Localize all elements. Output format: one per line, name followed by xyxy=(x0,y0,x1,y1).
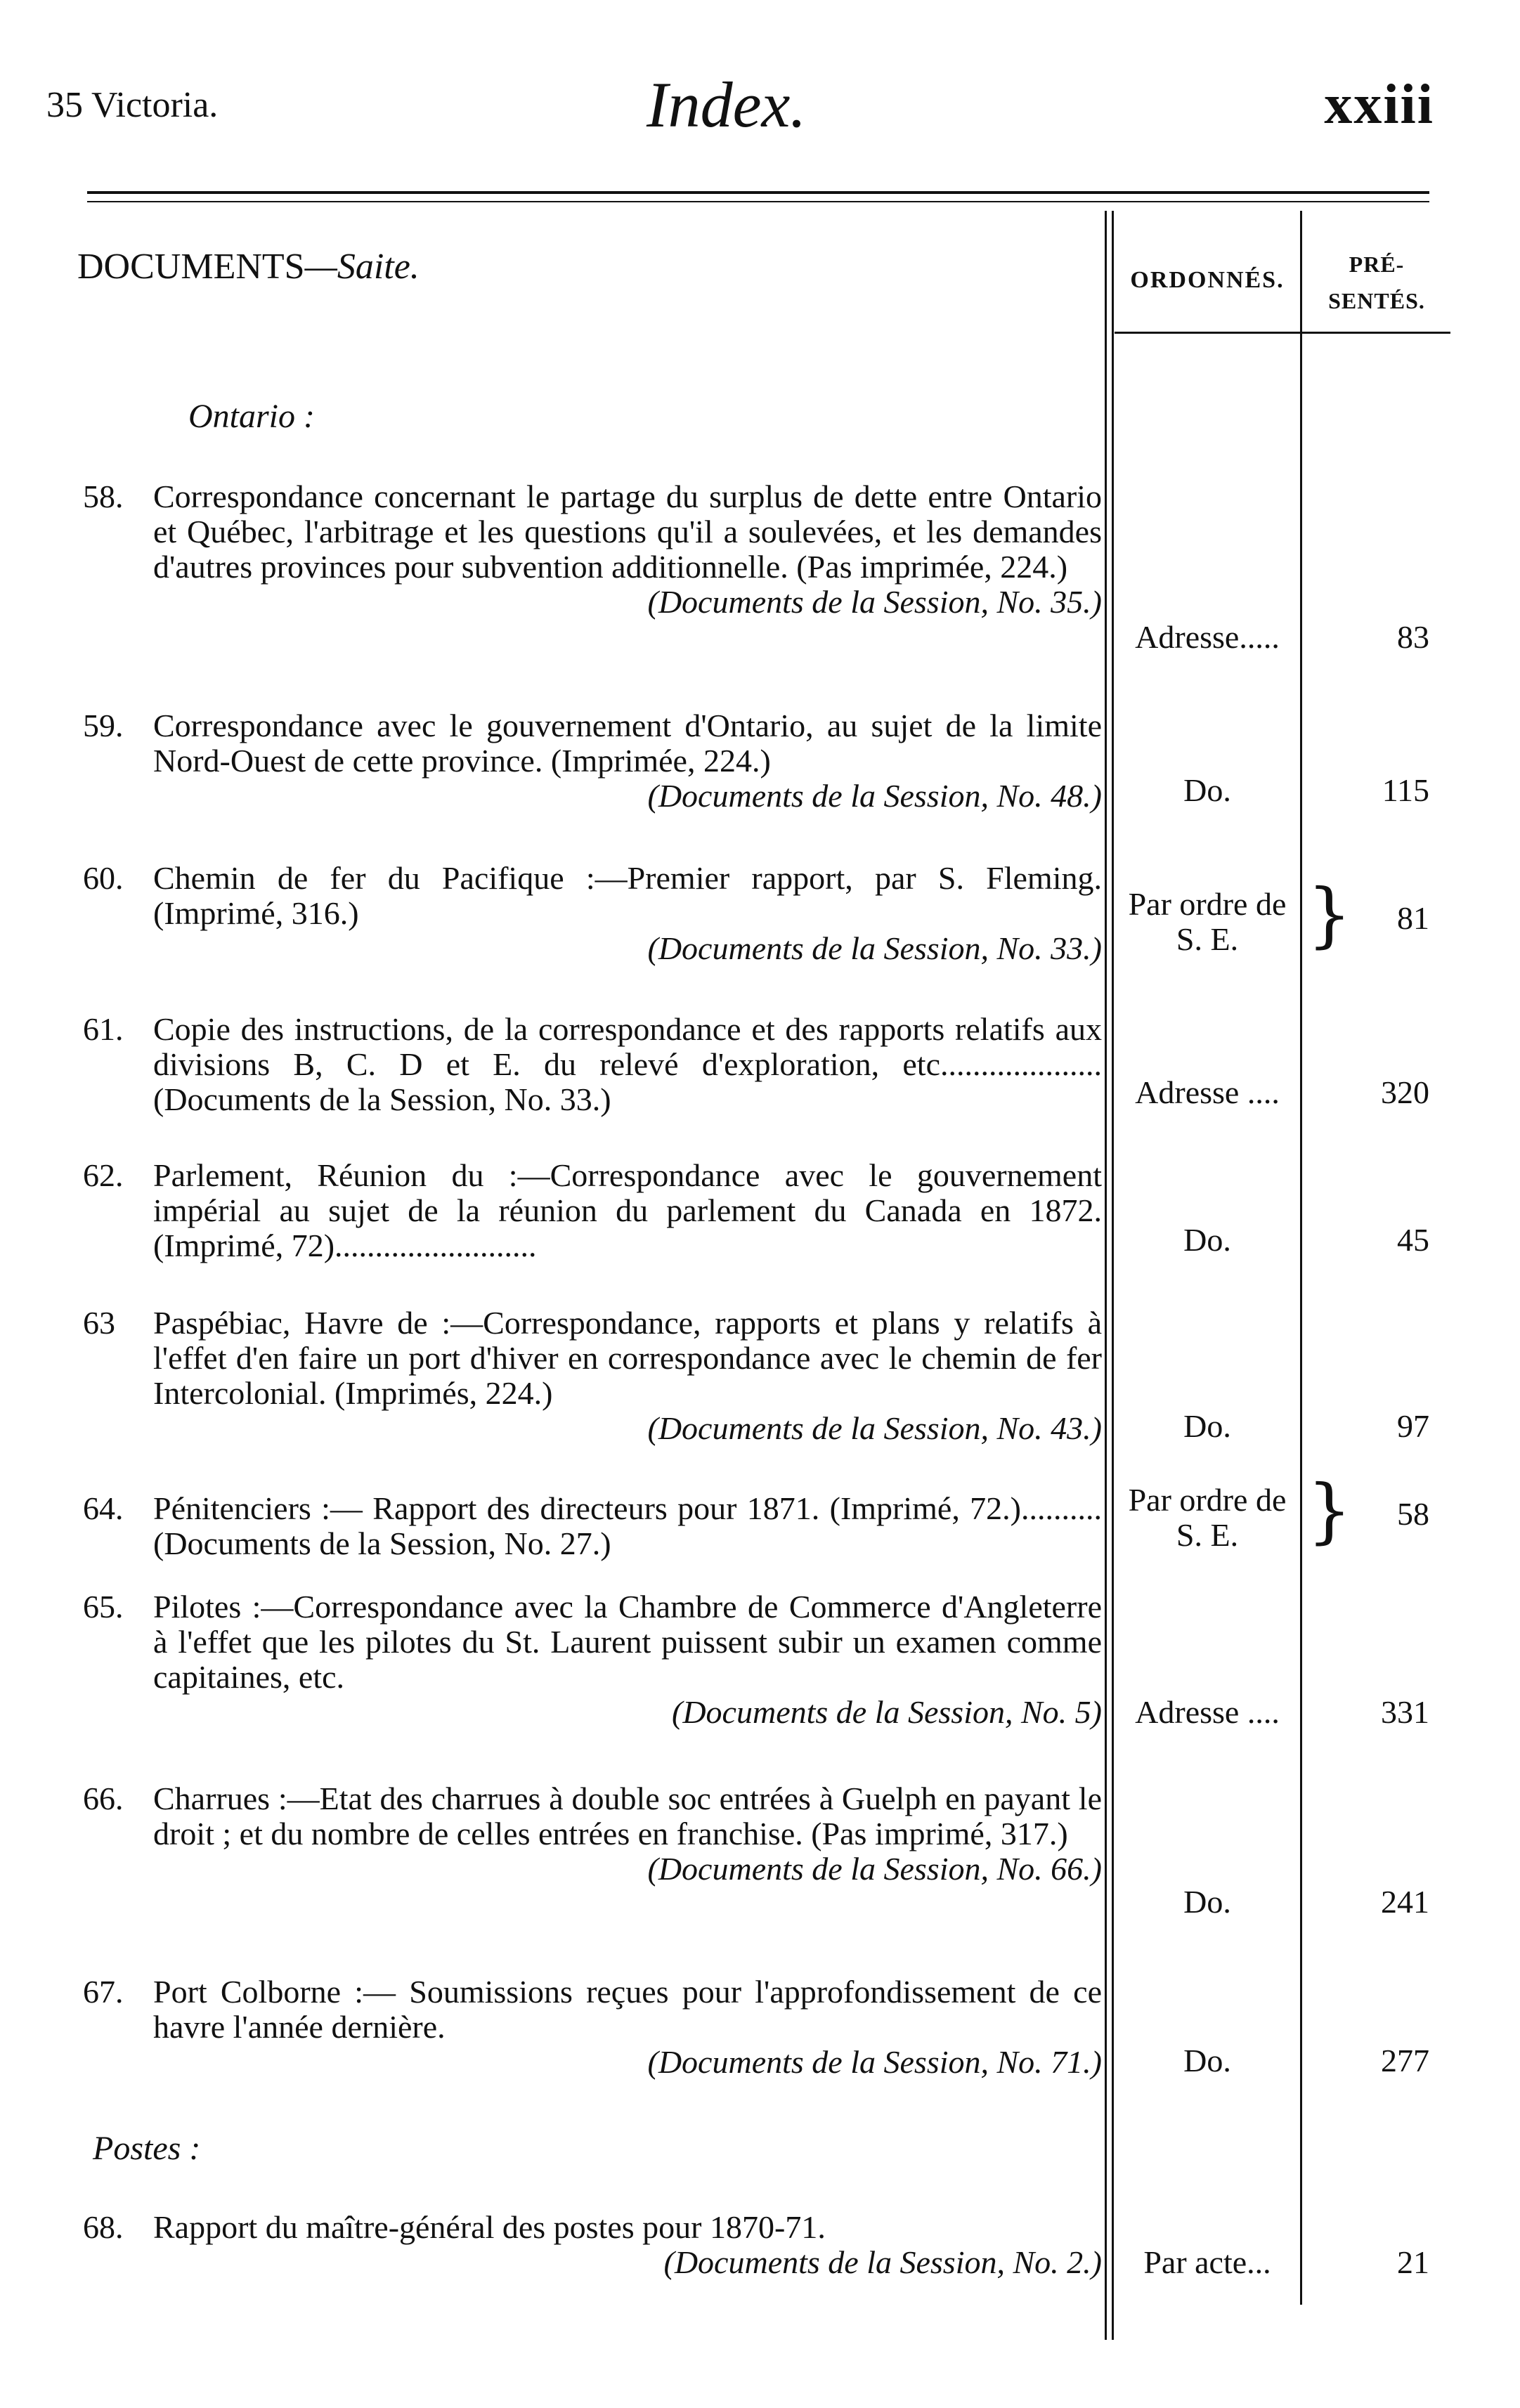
entry-reference: (Documents de la Session, No. 5) xyxy=(672,1694,1102,1730)
list-item xyxy=(83,1589,1102,1730)
entry-number: 63 xyxy=(83,1305,115,1341)
entry-text: Correspondance avec le gouvernement d'Ontario, au sujet de la limite Nord-Ouest de cette province. (Imprimée, 224.) xyxy=(153,708,1102,779)
entry-text: Paspébiac, Havre de :—Correspondance, rapports et plans y relatifs à l'effet d'en faire un port d'hiver en correspondance avec le chemin de fer Intercolonial. (Imprimés, 224.) xyxy=(153,1305,1102,1411)
entry-presented: 320 xyxy=(1381,1074,1429,1110)
header-rule-thick xyxy=(87,191,1429,194)
entry-presented: 97 xyxy=(1397,1408,1429,1444)
entry-reference: (Documents de la Session, No. 71.) xyxy=(647,2044,1102,2080)
entry-text: Copie des instructions, de la correspondance et des rapports relatifs aux divisions B, C. D et E. du relevé d'exploration, etc....................(Documents de la Session, No. 33.) xyxy=(153,1011,1102,1117)
subhead-postes: Postes : xyxy=(93,2130,201,2167)
column-header-ordered: ORDONNÉS. xyxy=(1130,267,1285,293)
entry-reference: (Documents de la Session, No. 48.) xyxy=(647,778,1102,814)
entry-number: 67. xyxy=(83,1974,124,2010)
list-item xyxy=(83,860,1102,966)
running-head-left: 35 Victoria. xyxy=(46,85,219,125)
list-item xyxy=(83,1974,1102,2080)
entry-number: 66. xyxy=(83,1781,124,1816)
entry-presented: 331 xyxy=(1381,1694,1429,1730)
list-item xyxy=(83,1157,1102,1263)
running-head-title: Index. xyxy=(647,69,807,141)
entry-ordered: Par acte... xyxy=(1143,2244,1271,2280)
entry-ordered: Do. xyxy=(1183,1884,1231,1920)
entry-presented: 115 xyxy=(1382,772,1429,808)
entry-text: Charrues :—Etat des charrues à double soc entrées à Guelph en payant le droit ; et du nombre de celles entrées en franchise. (Pas imprimé, 317.) xyxy=(153,1781,1102,1851)
section-title-suffix: —Saite. xyxy=(304,247,420,287)
entry-text: Correspondance concernant le partage du surplus de dette entre Ontario et Québec, l'arbitrage et les questions qu'il a soulevées, et les demandes d'autres provinces pour subvention additionnelle. (Pas imprimée, 224.) xyxy=(153,479,1102,585)
entry-reference: (Documents de la Session, No. 35.) xyxy=(647,584,1102,620)
entry-ordered: Adresse..... xyxy=(1135,619,1280,655)
list-item xyxy=(83,2209,1102,2280)
section-title xyxy=(77,246,420,287)
section-title-main: DOCUMENTS xyxy=(77,247,305,287)
list-item xyxy=(83,1490,1102,1561)
column-header-rule xyxy=(1115,332,1450,334)
list-item xyxy=(83,479,1102,620)
entry-text: Chemin de fer du Pacifique :—Premier rapport, par S. Fleming. (Imprimé, 316.) xyxy=(153,860,1102,931)
entry-reference: (Documents de la Session, No. 66.) xyxy=(647,1851,1102,1887)
entry-text: Rapport du maître-général des postes pour 1870-71. xyxy=(153,2209,826,2245)
entry-text: Port Colborne :— Soumissions reçues pour l'approfondissement de ce havre l'année dernière. xyxy=(153,1974,1102,2045)
entry-reference: (Documents de la Session, No. 43.) xyxy=(647,1410,1102,1446)
entry-presented: 45 xyxy=(1397,1222,1429,1258)
list-item xyxy=(83,1781,1102,1887)
entry-number: 60. xyxy=(83,860,124,896)
entry-ordered: Do. xyxy=(1183,1222,1231,1258)
entry-text: Parlement, Réunion du :—Correspondance avec le gouvernement impérial au sujet de la réunion du parlement du Canada en 1872. (Imprimé, 72)......................... xyxy=(153,1157,1102,1263)
entry-number: 64. xyxy=(83,1490,124,1526)
list-item xyxy=(83,708,1102,814)
entry-ordered: Par ordre de S. E. xyxy=(1128,886,1287,957)
entry-ordered: Par ordre de S. E. xyxy=(1128,1482,1287,1553)
brace-symbol: } xyxy=(1307,1469,1352,1551)
entry-presented: 277 xyxy=(1381,2043,1429,2078)
entry-number: 68. xyxy=(83,2209,124,2245)
column-divider xyxy=(1300,211,1302,2305)
entry-number: 65. xyxy=(83,1589,124,1625)
entry-ordered: Do. xyxy=(1183,772,1231,808)
entry-number: 59. xyxy=(83,708,124,743)
header-rule-thin xyxy=(87,201,1429,202)
column-header-presented xyxy=(1303,246,1450,319)
entry-presented: 241 xyxy=(1381,1884,1429,1920)
list-item xyxy=(83,1011,1102,1117)
column-divider xyxy=(1112,211,1114,2340)
entry-reference: (Documents de la Session, No. 33.) xyxy=(647,930,1102,966)
entry-text: Pénitenciers :— Rapport des directeurs pour 1871. (Imprimé, 72.)..........(Documents de la Session, No. 27.) xyxy=(153,1490,1102,1561)
entry-number: 62. xyxy=(83,1157,124,1193)
list-item xyxy=(83,1305,1102,1446)
entry-presented: 81 xyxy=(1397,900,1429,936)
column-header-presented-line2: SENTÉS. xyxy=(1328,288,1425,313)
entry-ordered: Adresse .... xyxy=(1135,1694,1280,1730)
entry-presented: 83 xyxy=(1397,619,1429,655)
entry-text: Pilotes :—Correspondance avec la Chambre de Commerce d'Angleterre à l'effet que les pilotes du St. Laurent puissent subir un examen comme capitaines, etc. xyxy=(153,1589,1102,1695)
entry-reference: (Documents de la Session, No. 2.) xyxy=(663,2244,1102,2280)
entry-number: 61. xyxy=(83,1011,124,1047)
entry-ordered: Do. xyxy=(1183,2043,1231,2078)
entry-ordered: Do. xyxy=(1183,1408,1231,1444)
subhead-ontario: Ontario : xyxy=(188,398,315,435)
entry-ordered: Adresse .... xyxy=(1135,1074,1280,1110)
page-number: xxiii xyxy=(1324,74,1434,136)
entry-presented: 58 xyxy=(1397,1496,1429,1532)
entry-number: 58. xyxy=(83,479,124,514)
entry-presented: 21 xyxy=(1397,2244,1429,2280)
column-divider xyxy=(1105,211,1107,2340)
column-header-presented-line1: PRÉ- xyxy=(1349,252,1405,277)
brace-symbol: } xyxy=(1307,873,1352,956)
